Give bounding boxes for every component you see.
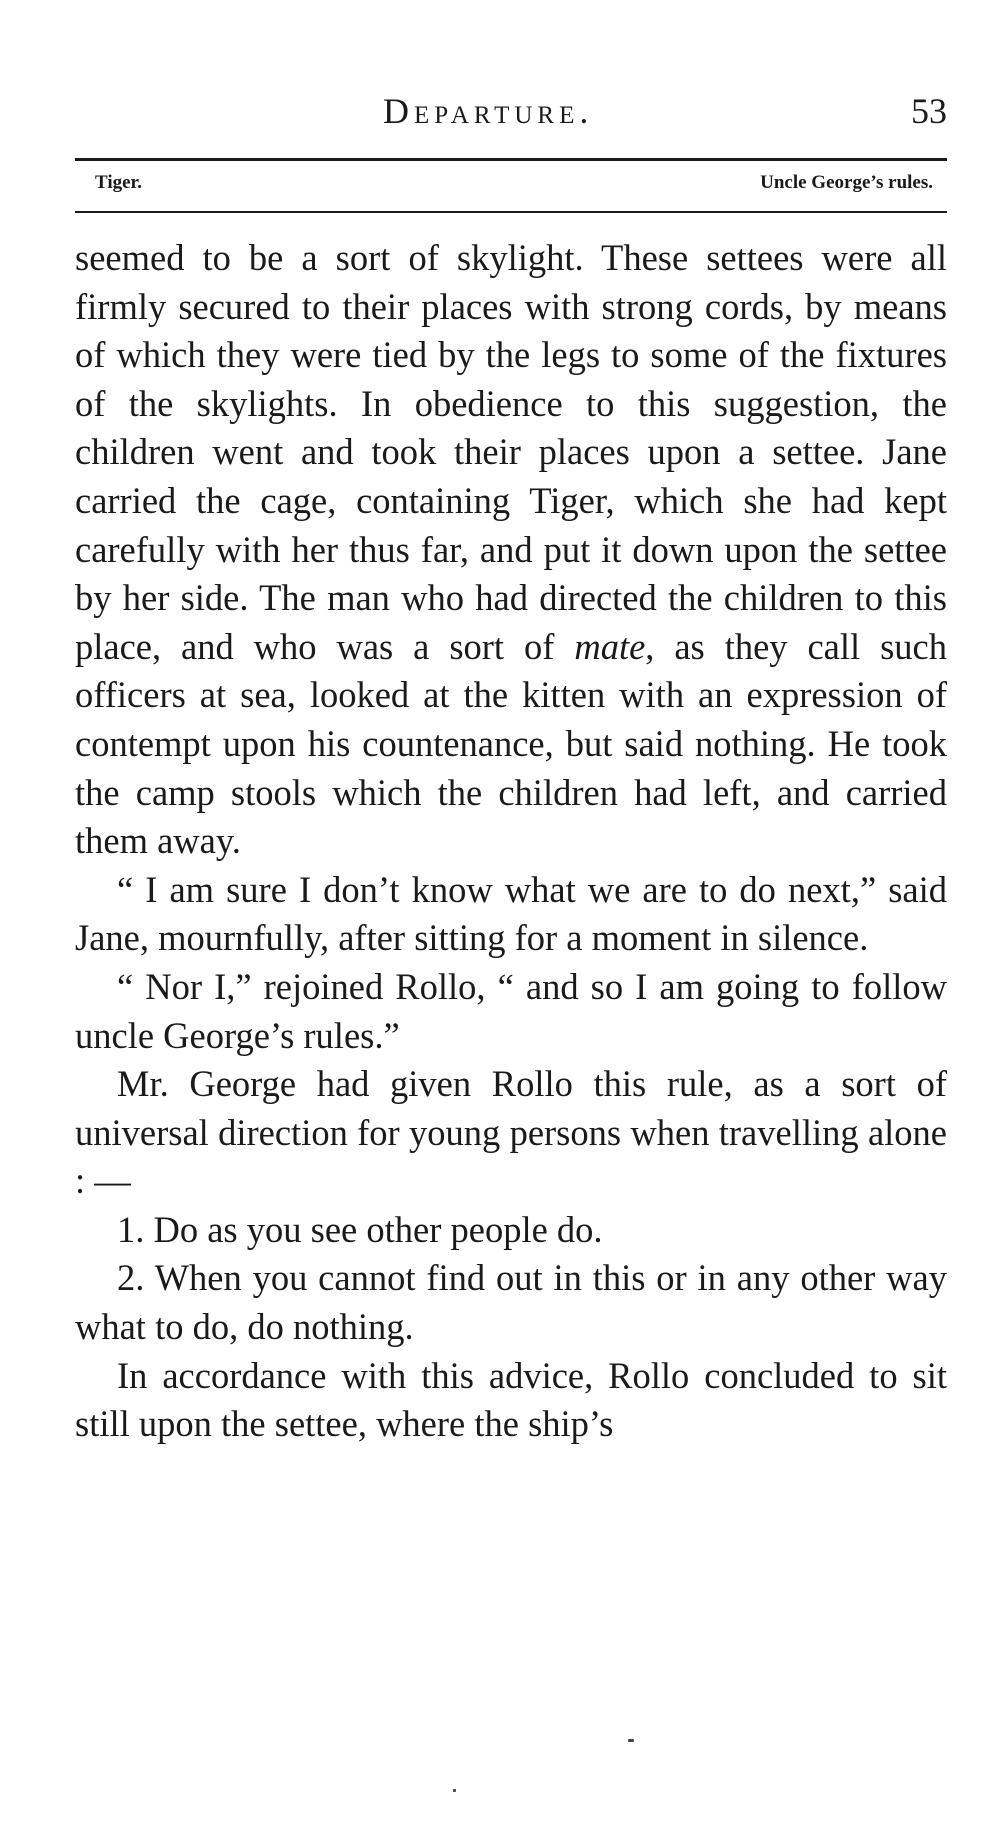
paragraph-1: [75, 234, 947, 866]
print-speck: [453, 1789, 456, 1792]
rule-item-2: 2. When you cannot find out in this or in any other way what to do, do nothing.: [75, 1257, 947, 1348]
paragraph-3: “ Nor I,” rejoined Rollo, “ and so I am going to follow uncle George’s rules.”: [75, 965, 947, 1056]
page-number: 53: [911, 91, 947, 131]
paragraph-2: “ I am sure I don’t know what we are to do next,” said Jane, mournfully, after sitting for a moment in silence.: [75, 868, 947, 959]
paragraph-7: In accordance with this advice, Rollo concluded to sit still upon the settee, where the ship’s: [75, 1354, 947, 1445]
paragraph-4: Mr. George had given Rollo this rule, as a sort of universal direction for young persons when travelling alone : —: [75, 1063, 947, 1202]
paragraph-1-text-b: , as they call such officers at sea, looked at the kitten with an expression of contempt upon his countenance, but said nothing. He took the camp stools which the children had left, and carried them away.: [75, 625, 947, 862]
header-rule-top: [75, 158, 947, 161]
running-head: [75, 90, 947, 140]
book-page: [75, 0, 947, 1826]
subhead-left: Tiger.: [95, 172, 142, 193]
running-title: Departure.: [383, 91, 594, 131]
emphasis-mate: mate: [574, 625, 646, 667]
print-speck: [628, 1739, 634, 1742]
marginal-subheads: [75, 172, 947, 202]
subhead-right: Uncle George’s rules.: [760, 172, 933, 193]
rule-item-1: 1. Do as you see other people do.: [117, 1208, 603, 1250]
body-text: [75, 234, 947, 1449]
paragraph-1-text-a: seemed to be a sort of skylight. These settees were all firmly secured to their places with strong cords, by means of which they were tied by the legs to some of the fixtures of the skylights. In obedience to this suggestion, the children went and took their places upon a settee. Jane carried the cage, containing Tiger, which she had kept carefully with her thus far, and put it down upon the settee by her side. The man who had directed the children to this place, and who was a sort of: [75, 237, 947, 667]
header-rule-bottom: [75, 211, 947, 213]
